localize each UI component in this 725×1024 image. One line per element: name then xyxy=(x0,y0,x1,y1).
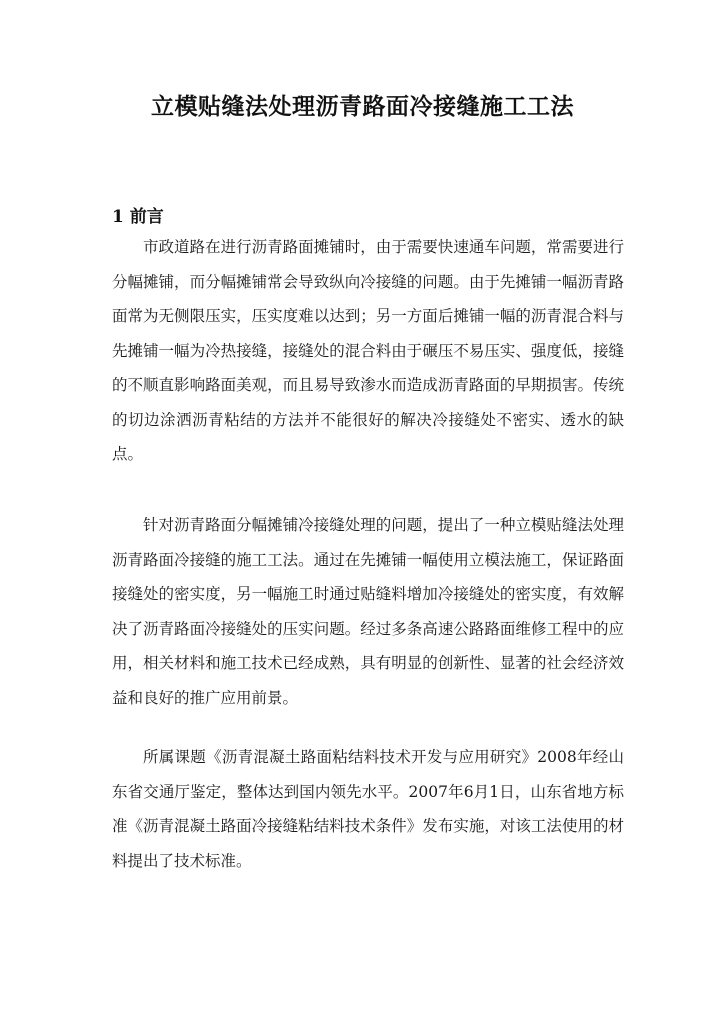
section-heading-introduction: 1 前言 xyxy=(112,207,164,227)
document-title: 立模贴缝法处理沥青路面冷接缝施工工法 xyxy=(151,93,574,120)
body-paragraph: 市政道路在进行沥青路面摊铺时，由于需要快速通车问题，常需要进行分幅摊铺，而分幅摊铺常会导致纵向冷接缝的问题。由于先摊铺一幅沥青路面常为无侧限压实，压实度难以达到；另一方面后摊铺一幅的沥青混合料与先摊铺一幅为冷热接缝，接缝处的混合料由于碾压不易压实、强度低，接缝的不顺直影响路面美观，而且易导致渗水而造成沥青路面的早期损害。传统的切边涂洒沥青粘结的方法并不能很好的解决冷接缝处不密实、透水的缺点。 xyxy=(112,238,624,463)
body-paragraph: 针对沥青路面分幅摊铺冷接缝处理的问题，提出了一种立模贴缝法处理沥青路面冷接缝的施工工法。通过在先摊铺一幅使用立模法施工，保证路面接缝处的密实度，另一幅施工时通过贴缝料增加冷接缝处的密实度，有效解决了沥青路面冷接缝处的压实问题。经过多条高速公路路面维修工程中的应用，相关材料和施工技术已经成熟，具有明显的创新性、显著的社会经济效益和良好的推广应用前景。 xyxy=(112,516,624,707)
body-paragraph: 所属课题《沥青混凝土路面粘结料技术开发与应用研究》2008年经山东省交通厅鉴定，整体达到国内领先水平。2007年6月1日，山东省地方标准《沥青混凝土路面冷接缝粘结料技术条件》发布实施，对该工法使用的材料提出了技术标准。 xyxy=(112,748,624,870)
